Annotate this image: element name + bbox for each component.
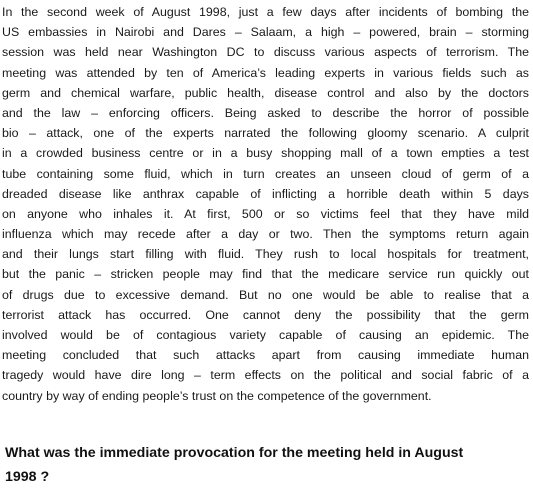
passage-line: bio – attack, one of the experts narrated the following gloomy scenario. A culprit <box>2 126 529 141</box>
passage-line: session was held near Washington DC to discuss various aspects of terrorism. The <box>2 45 529 60</box>
question-text <box>5 441 530 489</box>
passage-line: US embassies in Nairobi and Dares – Salaam, a high – powered, brain – storming <box>2 25 529 40</box>
passage-line: In the second week of August 1998, just a few days after incidents of bombing the <box>2 5 529 19</box>
passage-line: but the panic – stricken people may find that the medicare service run quickly out <box>2 267 529 282</box>
passage-line: tube containing some fluid, which in turn creates an unseen cloud of germ of a <box>2 166 529 181</box>
passage-line: meeting was attended by ten of America’s leading experts in various fields such as <box>2 65 529 80</box>
passage-line: tragedy would have dire long – term effects on the political and social fabric of a <box>2 368 529 383</box>
passage-line: in a crowded business centre or in a busy shopping mall of a town empties a test <box>2 146 529 161</box>
question-line: What was the immediate provocation for the meeting held in August <box>5 445 464 461</box>
question-line: 1998 ? <box>5 469 50 485</box>
passage-line: germ and chemical warfare, public health, disease control and also by the doctors <box>2 85 529 100</box>
passage-text <box>2 2 529 406</box>
passage-line: on anyone who inhales it. At first, 500 or so victims feel that they have mild <box>2 206 529 221</box>
passage-line: terrorist attack has occurred. One cannot deny the possibility that the germ <box>2 307 529 322</box>
passage-line: influenza which may recede after a day or two. Then the symptoms return again <box>2 227 529 242</box>
passage-line: dreaded disease like anthrax capable of inflicting a horrible death within 5 days <box>2 186 529 201</box>
passage-line: and the law – enforcing officers. Being asked to describe the horror of possible <box>2 105 529 120</box>
passage-line: and their lungs start filling with fluid. They rush to local hospitals for treatment, <box>2 247 529 262</box>
passage-line: meeting concluded that such attacks apart from causing immediate human <box>2 348 529 363</box>
passage-line: country by way of ending people’s trust on the competence of the government. <box>2 388 432 403</box>
passage-line: of drugs due to excessive demand. But no one would be able to realise that a <box>2 287 529 302</box>
passage-line: involved would be of contagious variety capable of causing an epidemic. The <box>2 328 529 342</box>
